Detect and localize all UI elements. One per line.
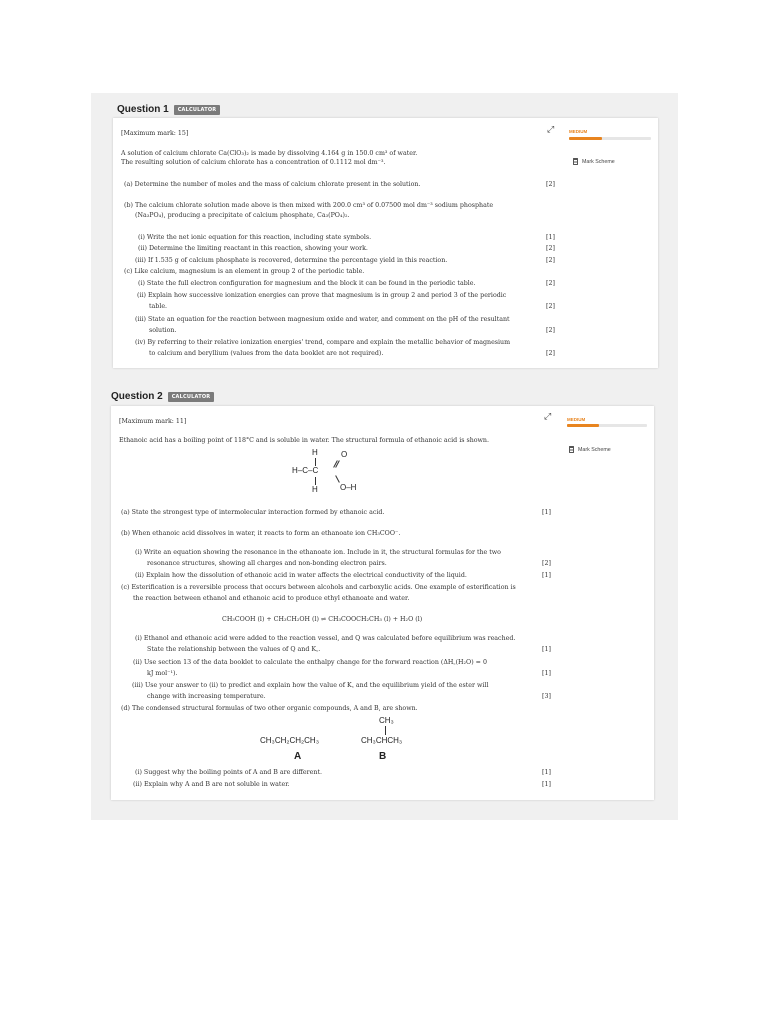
part-b-ii-mark: [2] <box>546 245 555 252</box>
part-c-iii-line-1: (iii) Use your answer to (ii) to predict and explain how the value of K꜀ and the equilibrium yield of the ester will <box>132 682 489 689</box>
intro-line-2: The resulting solution of calcium chlorate has a concentration of 0.1112 mol dm⁻³. <box>121 159 386 166</box>
expand-icon[interactable]: ⤢ <box>547 125 555 135</box>
max-marks: [Maximum mark: 11] <box>119 418 187 425</box>
part-c-iii-line-1: (iii) State an equation for the reaction between magnesium oxide and water, and comment on the pH of the resultant <box>135 316 510 323</box>
structure-h-c-c: H–C–C <box>292 466 319 475</box>
difficulty-bar <box>569 137 651 140</box>
compound-b-branch: CH₃ <box>379 716 394 725</box>
bond-line <box>315 477 316 485</box>
question-1-header <box>117 104 220 115</box>
part-d: (d) The condensed structural formulas of two other organic compounds, A and B, are shown. <box>121 705 418 712</box>
part-b-i: (i) Write the net ionic equation for this reaction, including state symbols. <box>138 234 372 241</box>
part-c-line-1: (c) Esterification is a reversible process that occurs between alcohols and carboxylic acids. One example of esterification is <box>121 584 516 591</box>
intro: Ethanoic acid has a boiling point of 118°C and is soluble in water. The structural formula of ethanoic acid is shown. <box>119 437 489 444</box>
part-d-i-mark: [1] <box>542 769 551 776</box>
part-b-iii-mark: [2] <box>546 257 555 264</box>
part-c-iv-line-2: to calcium and beryllium (values from the data booklet are not required). <box>149 350 384 357</box>
part-c-ii-line-1: (ii) Explain how successive ionization energies can prove that magnesium is in group 2 and period 3 of the periodic <box>137 292 507 299</box>
difficulty-bar-fill <box>567 424 599 427</box>
part-c-i-line-2: State the relationship between the values of Q and K꜀. <box>147 646 321 653</box>
difficulty-label: MEDIUM <box>569 129 588 134</box>
esterification-equation: CH₃COOH (l) + CH₃CH₂OH (l) ⇌ CH₃COOCH₂CH₃ (l) + H₂O (l) <box>222 616 423 623</box>
part-c-i-line-1: (i) Ethanol and ethanoic acid were added to the reaction vessel, and Q was calculated before equilibrium was reached. <box>135 635 516 642</box>
part-b-i-mark: [1] <box>546 234 555 241</box>
part-a: (a) State the strongest type of intermolecular interaction formed by ethanoic acid. <box>121 509 385 516</box>
question-title: Question 2 <box>111 391 163 402</box>
part-c-i-mark: [1] <box>542 646 551 653</box>
expand-icon[interactable]: ⤢ <box>544 412 552 422</box>
question-1-card <box>113 118 658 368</box>
document-icon <box>569 446 574 453</box>
question-2-card <box>111 406 654 800</box>
part-c-iii-mark: [3] <box>542 693 551 700</box>
part-d-ii-mark: [1] <box>542 781 551 788</box>
label-a: A <box>294 751 302 762</box>
structure-h-bottom: H <box>312 485 318 494</box>
structure-o-top: O <box>341 450 348 459</box>
mark-scheme-button[interactable] <box>569 446 611 453</box>
part-b-line-1: (b) The calcium chlorate solution made above is then mixed with 200.0 cm³ of 0.07500 mol dm⁻³ sodium phosphate <box>124 202 494 209</box>
part-c-ii-mark: [2] <box>546 303 555 310</box>
part-c-iii-line-2: solution. <box>149 327 177 334</box>
part-b-i-mark: [2] <box>542 560 551 567</box>
part-a: (a) Determine the number of moles and the mass of calcium chlorate present in the solution. <box>124 181 421 188</box>
part-c-line-2: the reaction between ethanol and ethanoic acid to produce ethyl ethanoate and water. <box>133 595 410 602</box>
part-d-ii: (ii) Explain why A and B are not soluble in water. <box>133 781 290 788</box>
part-c-ii-line-1: (ii) Use section 13 of the data booklet to calculate the enthalpy change for the forward reaction (ΔH꜀(H₂O) = 0 <box>133 659 487 666</box>
part-b-line-2: (Na₃PO₄), producing a precipitate of calcium phosphate, Ca₃(PO₄)₂. <box>135 212 350 219</box>
part-b: (b) When ethanoic acid dissolves in water, it reacts to form an ethanoate ion CH₃COO⁻. <box>121 530 401 537</box>
mark-scheme-label: Mark Scheme <box>582 158 615 165</box>
part-c: (c) Like calcium, magnesium is an element in group 2 of the periodic table. <box>124 268 365 275</box>
part-c-iv-mark: [2] <box>546 350 555 357</box>
part-b-i-line-2: resonance structures, showing all charges and non-bonding electron pairs. <box>147 560 387 567</box>
part-b-i-line-1: (i) Write an equation showing the resonance in the ethanoate ion. Include in it, the structural formulas for the two <box>135 549 501 556</box>
bond-line <box>315 458 316 466</box>
part-c-ii-line-2: table. <box>149 303 168 310</box>
document-icon <box>573 158 578 165</box>
part-b-ii: (ii) Determine the limiting reactant in this reaction, showing your work. <box>138 245 368 252</box>
part-c-iv-line-1: (iv) By referring to their relative ionization energies' trend, compare and explain the metallic behavior of magnesium <box>135 339 511 346</box>
part-b-iii: (iii) If 1.535 g of calcium phosphate is recovered, determine the percentage yield in this reaction. <box>135 257 448 264</box>
part-c-ii-line-2: kJ mol⁻¹). <box>147 670 178 677</box>
mark-scheme-button[interactable] <box>573 158 615 165</box>
difficulty-label: MEDIUM <box>567 417 586 422</box>
structure-oh: O–H <box>340 483 357 492</box>
part-c-iii-mark: [2] <box>546 327 555 334</box>
intro-line-1: A solution of calcium chlorate Ca(ClO₃)₂ is made by dissolving 4.164 g in 150.0 cm³ of water. <box>121 150 418 157</box>
part-c-i: (i) State the full electron configuration for magnesium and the block it can be found in the periodic table. <box>138 280 476 287</box>
part-a-mark: [1] <box>542 509 551 516</box>
part-d-i: (i) Suggest why the boiling points of A and B are different. <box>135 769 322 776</box>
part-a-mark: [2] <box>546 181 555 188</box>
label-b: B <box>379 751 387 762</box>
structure-h-top: H <box>312 448 318 457</box>
question-title: Question 1 <box>117 104 169 115</box>
question-2-header <box>111 391 214 402</box>
bond-line <box>335 475 340 483</box>
ethanoic-acid-structure <box>289 448 369 498</box>
branch-bond <box>385 726 386 735</box>
part-b-ii-mark: [1] <box>542 572 551 579</box>
compound-b: CH₃CHCH₃ <box>361 736 403 745</box>
part-c-iii-line-2: change with increasing temperature. <box>147 693 266 700</box>
mark-scheme-label: Mark Scheme <box>578 446 611 453</box>
part-c-ii-mark: [1] <box>542 670 551 677</box>
max-marks: [Maximum mark: 15] <box>121 130 189 137</box>
compound-a: CH₃CH₂CH₂CH₃ <box>260 736 319 745</box>
part-c-i-mark: [2] <box>546 280 555 287</box>
difficulty-bar-fill <box>569 137 602 140</box>
calculator-badge: CALCULATOR <box>168 392 215 402</box>
calculator-badge: CALCULATOR <box>174 105 221 115</box>
difficulty-bar <box>567 424 647 427</box>
part-b-ii: (ii) Explain how the dissolution of ethanoic acid in water affects the electrical conductivity of the liquid. <box>135 572 467 579</box>
